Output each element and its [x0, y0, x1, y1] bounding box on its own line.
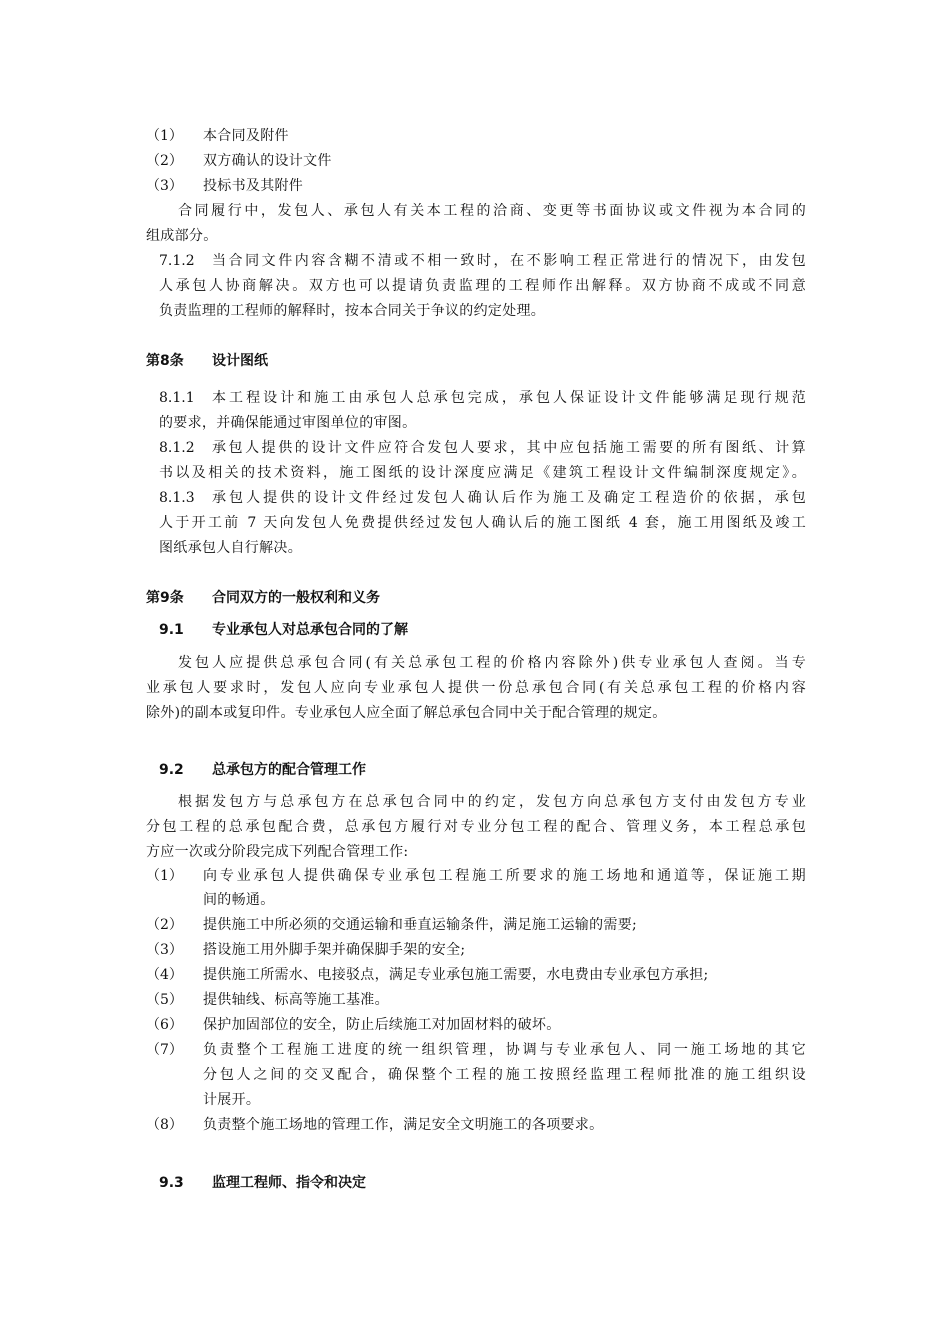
clause-line: 本工程设计和施工由承包人总承包完成，承包人保证设计文件能够满足现行规范	[212, 390, 806, 406]
list-item-number: （4）	[146, 967, 183, 983]
list-item-text: 提供施工所需水、电接驳点，满足专业承包施工需要，水电费由专业承包方承担;	[203, 967, 709, 983]
list-item-number: （8）	[146, 1117, 183, 1133]
list-item-number: （6）	[146, 1017, 183, 1033]
list-item-number: （2）	[146, 917, 183, 933]
list-item-number: （1）	[146, 868, 183, 884]
list-item-number: （5）	[146, 992, 183, 1008]
list-item-text: 负责整个工程施工进度的统一组织管理，协调与专业承包人、同一施工场地的其它	[203, 1042, 806, 1058]
list-item-text: 提供轴线、标高等施工基准。	[203, 992, 389, 1008]
list-item-text: 向专业承包人提供确保专业承包工程施工所要求的施工场地和通道等，保证施工期	[203, 868, 806, 884]
list-item-text: 提供施工中所必须的交通运输和垂直运输条件，满足施工运输的需要;	[203, 917, 638, 933]
section-number: 9.1	[159, 622, 184, 638]
section-title: 专业承包人对总承包合同的了解	[212, 622, 408, 638]
paragraph-line: 发包人应提供总承包合同(有关总承包工程的价格内容除外)供专业承包人查阅。当专	[178, 655, 806, 671]
paragraph-line: 业承包人要求时，发包人应向专业承包人提供一份总承包合同(有关总承包工程的价格内容	[146, 680, 806, 696]
list-item-text: 双方确认的设计文件	[203, 153, 332, 169]
article-number: 第8条	[146, 353, 184, 369]
paragraph-line: 方应一次或分阶段完成下列配合管理工作:	[146, 844, 409, 860]
paragraph-line: 合同履行中，发包人、承包人有关本工程的洽商、变更等书面协议或文件视为本合同的	[178, 203, 806, 219]
list-item-number: （2）	[146, 153, 183, 169]
list-item-number: （1）	[146, 128, 183, 144]
list-item-number: （3）	[146, 178, 183, 194]
clause-line: 书以及相关的技术资料，施工图纸的设计深度应满足《建筑工程设计文件编制深度规定》。	[159, 465, 806, 481]
clause-number: 8.1.2	[159, 440, 195, 456]
list-item-text: 本合同及附件	[203, 128, 289, 144]
section-number: 9.2	[159, 762, 184, 778]
clause-number: 8.1.1	[159, 390, 195, 406]
list-item-text: 计展开。	[203, 1092, 261, 1108]
list-item-text: 保护加固部位的安全，防止后续施工对加固材料的破坏。	[203, 1017, 561, 1033]
section-number: 9.3	[159, 1175, 184, 1191]
clause-line: 图纸承包人自行解决。	[159, 540, 302, 556]
list-item-text: 搭设施工用外脚手架并确保脚手架的安全;	[203, 942, 466, 958]
article-number: 第9条	[146, 590, 184, 606]
list-item-text: 负责整个施工场地的管理工作，满足安全文明施工的各项要求。	[203, 1117, 604, 1133]
section-title: 监理工程师、指令和决定	[212, 1175, 366, 1191]
clause-number: 8.1.3	[159, 490, 195, 506]
article-title: 合同双方的一般权利和义务	[212, 590, 380, 606]
clause-line: 负责监理的工程师的解释时，按本合同关于争议的约定处理。	[159, 303, 546, 319]
clause-line: 的要求，并确保能通过审图单位的审图。	[159, 415, 417, 431]
clause-line: 承包人提供的设计文件经过发包人确认后作为施工及确定工程造价的依据，承包	[212, 490, 806, 506]
paragraph-line: 根据发包方与总承包方在总承包合同中的约定，发包方向总承包方支付由发包方专业	[178, 794, 806, 810]
paragraph-line: 组成部分。	[146, 228, 218, 244]
clause-line: 人于开工前 7 天向发包人免费提供经过发包人确认后的施工图纸 4 套，施工用图纸及竣工	[159, 515, 806, 531]
paragraph-line: 除外)的副本或复印件。专业承包人应全面了解总承包合同中关于配合管理的规定。	[146, 705, 667, 721]
clause-line: 承包人提供的设计文件应符合发包人要求，其中应包括施工需要的所有图纸、计算	[212, 440, 806, 456]
clause-line: 当合同文件内容含糊不清或不相一致时，在不影响工程正常进行的情况下，由发包	[212, 253, 806, 269]
list-item-number: （7）	[146, 1042, 183, 1058]
list-item-number: （3）	[146, 942, 183, 958]
article-title: 设计图纸	[212, 353, 268, 369]
list-item-text: 间的畅通。	[203, 892, 275, 908]
list-item-text: 投标书及其附件	[203, 178, 304, 194]
clause-number: 7.1.2	[159, 253, 195, 269]
list-item-text: 分包人之间的交叉配合，确保整个工程的施工按照经监理工程师批准的施工组织设	[203, 1067, 806, 1083]
clause-line: 人承包人协商解决。双方也可以提请负责监理的工程师作出解释。双方协商不成或不同意	[159, 278, 806, 294]
paragraph-line: 分包工程的总承包配合费，总承包方履行对专业分包工程的配合、管理义务，本工程总承包	[146, 819, 806, 835]
section-title: 总承包方的配合管理工作	[212, 762, 366, 778]
